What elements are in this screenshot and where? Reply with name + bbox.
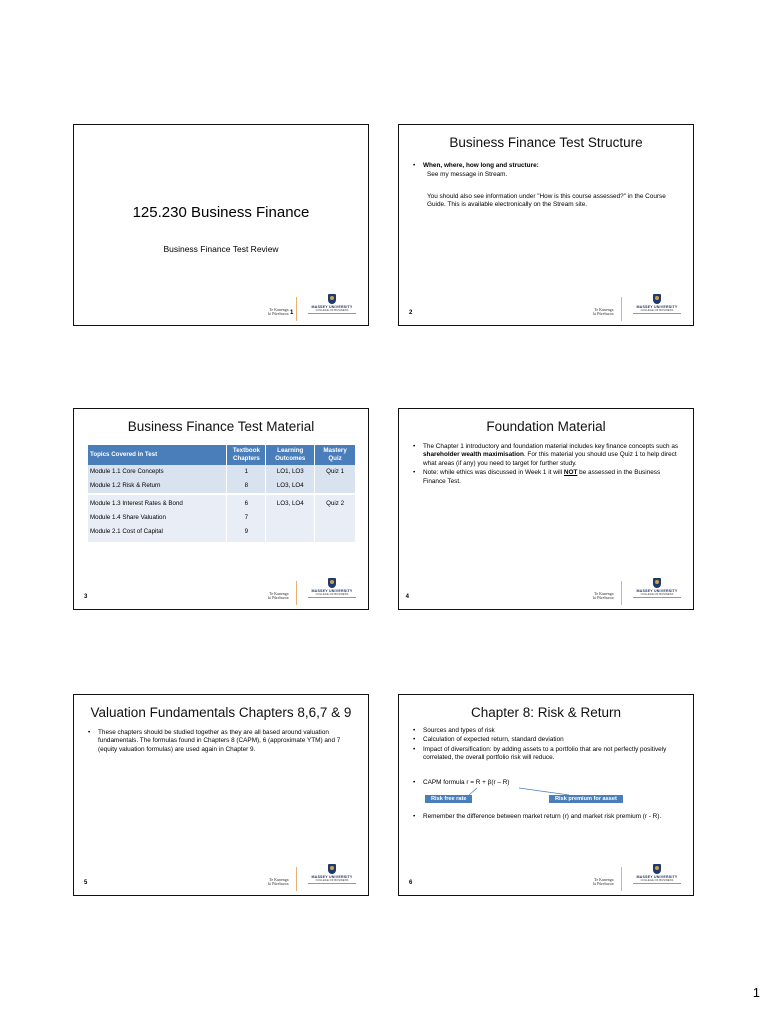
callout-line xyxy=(519,788,569,795)
massey-logo: MASSEY UNIVERSITY COLLEGE OF BUSINESS xyxy=(302,294,362,320)
bullet-item: • The Chapter 1 introductory and foundation material includes key finance concepts such as shareholder wealth maximisation. For this material you should use Quiz 1 to help direct what areas (if any) you need to target for further study. xyxy=(413,443,681,468)
risk-free-rate-callout: Risk free rate xyxy=(425,795,472,803)
motto-text: Te Kunenga ki Pūrehuroa xyxy=(593,876,614,887)
massey-logo: MASSEY UNIVERSITY COLLEGE OF BUSINESS xyxy=(627,578,687,604)
slide-number: 2 xyxy=(409,310,413,316)
bullet-item: • Note: while ethics was discussed in Week 1 it will NOT be assessed in the Business Finance Test. xyxy=(413,469,681,486)
divider xyxy=(296,297,297,321)
capm-formula-item: • CAPM formula r = R + β(r – R) xyxy=(413,779,681,787)
body-text: See my message in Stream. xyxy=(427,171,508,178)
slide-number: 5 xyxy=(84,880,88,886)
slide-title: Valuation Fundamentals Chapters 8,6,7 & 9 xyxy=(90,705,352,720)
topics-table xyxy=(88,445,356,542)
table-row: Module 2.1 Cost of Capital 9 xyxy=(88,525,356,542)
divider xyxy=(621,867,622,891)
slide-1 xyxy=(73,124,369,326)
crest-icon xyxy=(653,578,661,588)
crest-icon xyxy=(328,294,336,304)
divider xyxy=(621,297,622,321)
bullet-list xyxy=(413,162,681,171)
crest-icon xyxy=(328,864,336,874)
divider xyxy=(621,581,622,605)
bullet-item: • When, where, how long and structure: xyxy=(413,162,681,170)
crest-icon xyxy=(653,864,661,874)
bullet-item: • Impact of diversification: by adding assets to a portfolio that are not perfectly positively correlated, the overall portfolio risk will reduce. xyxy=(413,746,681,763)
bullet-item: • Calculation of expected return, standard deviation xyxy=(413,736,681,744)
slide-title: 125.230 Business Finance xyxy=(132,204,310,221)
slide-3 xyxy=(73,408,369,610)
table-header: Mastery Quiz xyxy=(315,445,356,465)
slide-5 xyxy=(73,694,369,896)
body-text: You should also see information under "How is this course assessed?" in the Course Guide. This is available electronically on the Stream site. xyxy=(427,193,666,209)
bullet-list xyxy=(413,813,681,822)
risk-premium-callout: Risk premium for asset xyxy=(549,795,623,803)
slide-title: Chapter 8: Risk & Return xyxy=(470,705,622,720)
bullet-list xyxy=(413,727,681,764)
slide-title: Business Finance Test Structure xyxy=(449,135,643,150)
table-header: Learning Outcomes xyxy=(266,445,315,465)
massey-logo: MASSEY UNIVERSITY COLLEGE OF BUSINESS xyxy=(627,294,687,320)
motto-text: Te Kunenga ki Pūrehuroa xyxy=(268,876,289,887)
bullet-item: • Remember the difference between market return (r) and market risk premium (r - R). xyxy=(413,813,681,821)
slide-subtitle: Business Finance Test Review xyxy=(163,244,279,254)
table-row: Module 1.4 Share Valuation 7 xyxy=(88,511,356,525)
massey-logo: MASSEY UNIVERSITY COLLEGE OF BUSINESS xyxy=(302,864,362,890)
bullet-item: • These chapters should be studied together as they are all based around valuation fundamentals. The formulas found in Chapters 8 (CAPM), 6 (approximate YTM) and 7 (equity valuation formulas) are used again in Chapter 9. xyxy=(88,729,356,754)
crest-icon xyxy=(328,578,336,588)
massey-logo: MASSEY UNIVERSITY COLLEGE OF BUSINESS xyxy=(627,864,687,890)
slide-4 xyxy=(398,408,694,610)
table-header: Textbook Chapters xyxy=(227,445,266,465)
motto-text: Te Kunenga ki Pūrehuroa xyxy=(593,590,614,601)
slide-number: 3 xyxy=(84,594,88,600)
table-header: Topics Covered in Test xyxy=(88,445,227,465)
table-row: Module 1.2 Risk & Return 8 LO3, LO4 xyxy=(88,479,356,493)
divider xyxy=(296,867,297,891)
slide-2 xyxy=(398,124,694,326)
bullet-list xyxy=(413,443,681,487)
slide-number: 1 xyxy=(290,310,294,316)
motto-text: Te Kunenga ki Pūrehuroa xyxy=(268,306,289,317)
bullet-list xyxy=(88,729,356,755)
table-row: Module 1.1 Core Concepts 1 LO1, LO3 Quiz 1 xyxy=(88,465,356,479)
capm-formula: r = R + β(r – R) xyxy=(466,779,510,786)
slide-number: 4 xyxy=(405,594,409,600)
crest-icon xyxy=(653,294,661,304)
table-row: Module 1.3 Interest Rates & Bond 6 LO3, LO4 Quiz 2 xyxy=(88,493,356,511)
bullet-item: • Sources and types of risk xyxy=(413,727,681,735)
slide-title: Business Finance Test Material xyxy=(127,419,315,434)
slide-6 xyxy=(398,694,694,896)
motto-text: Te Kunenga ki Pūrehuroa xyxy=(593,306,614,317)
page-number: 1 xyxy=(752,985,760,1000)
massey-logo: MASSEY UNIVERSITY COLLEGE OF BUSINESS xyxy=(302,578,362,604)
divider xyxy=(296,581,297,605)
slide-number: 6 xyxy=(409,880,413,886)
callout-line xyxy=(469,788,477,795)
slide-title: Foundation Material xyxy=(486,419,606,434)
motto-text: Te Kunenga ki Pūrehuroa xyxy=(268,590,289,601)
